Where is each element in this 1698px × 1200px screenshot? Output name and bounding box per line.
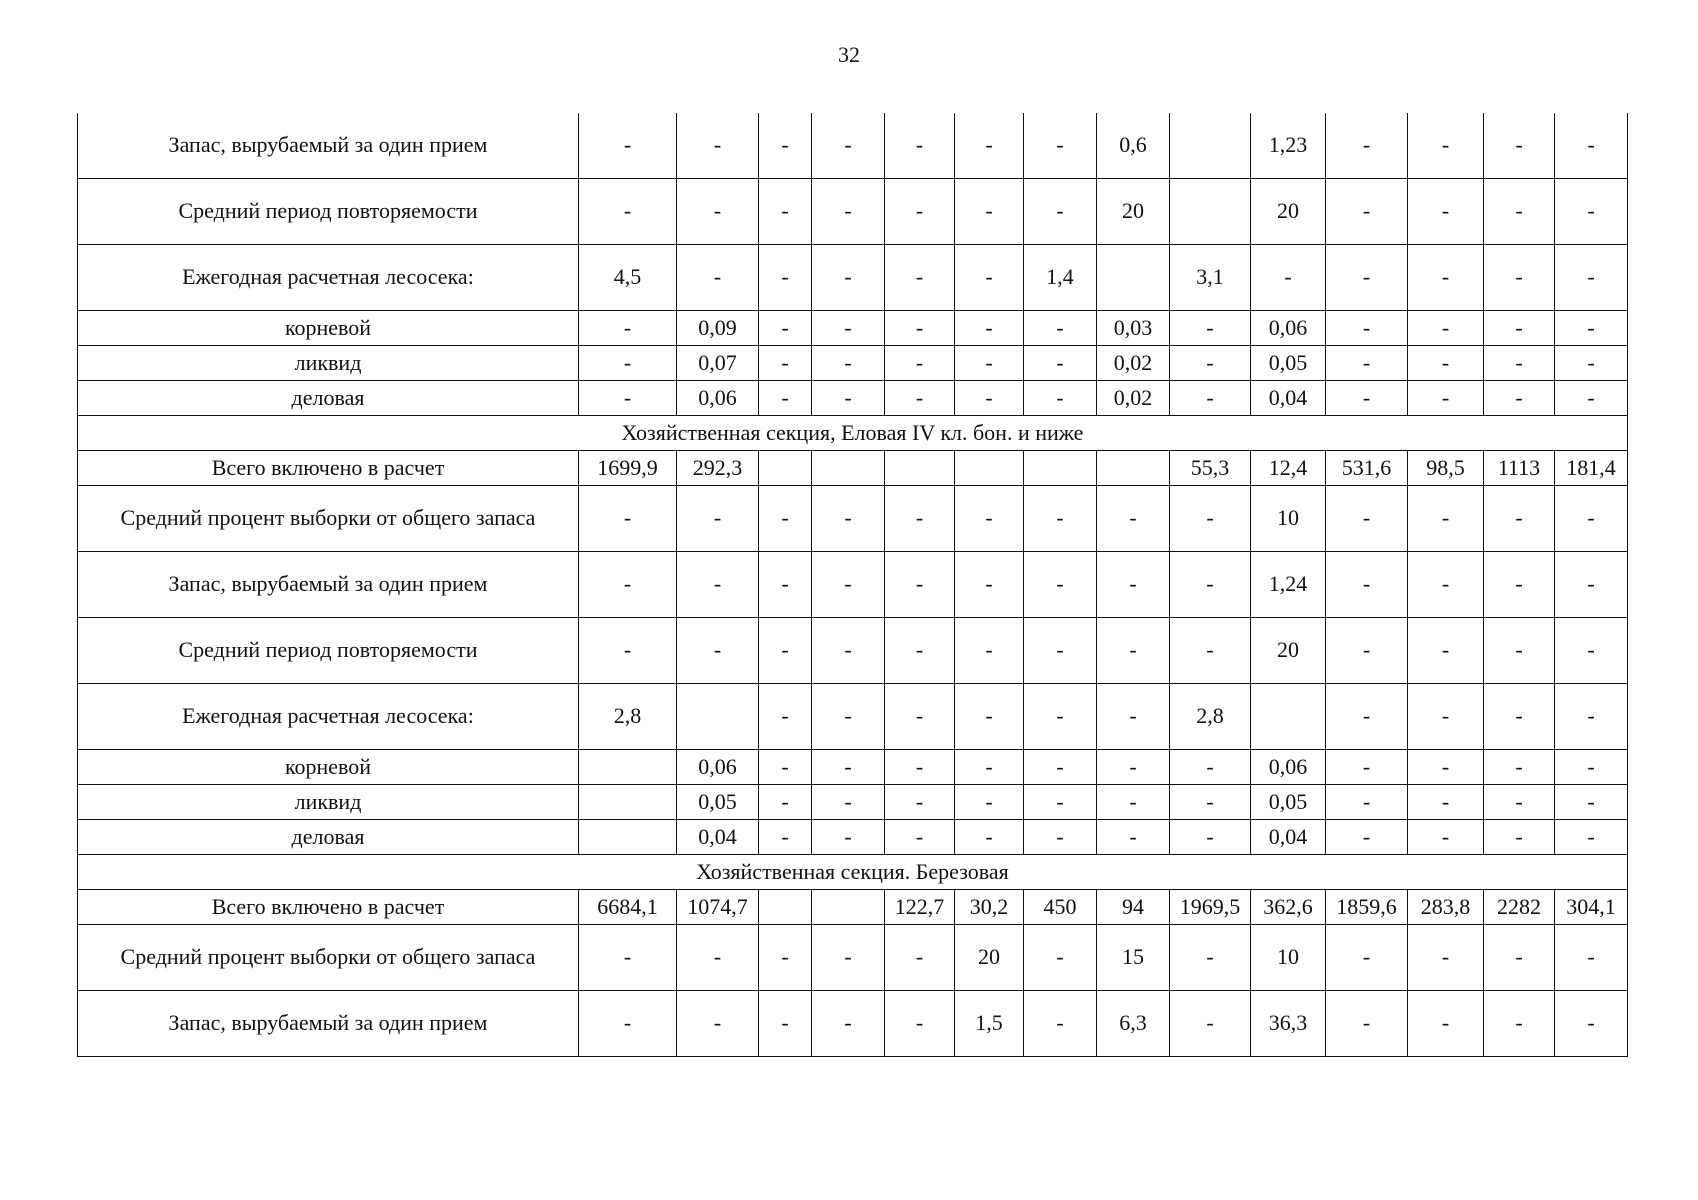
table-cell: 3,1 [1170, 245, 1251, 311]
table-cell: - [759, 991, 812, 1057]
row-label: Средний период повторяемости [78, 179, 579, 245]
table-cell: - [1555, 684, 1628, 750]
table-row [78, 179, 1628, 245]
table-cell: - [1408, 785, 1484, 820]
table-cell: - [1326, 552, 1408, 618]
table-cell: - [1484, 245, 1555, 311]
row-label: корневой [78, 311, 579, 346]
table-cell: 10 [1251, 925, 1326, 991]
table-cell: - [1408, 750, 1484, 785]
table-cell: - [1555, 925, 1628, 991]
table-cell [812, 890, 885, 925]
table-cell: 0,09 [677, 311, 759, 346]
table-cell [759, 451, 812, 486]
table-cell: - [812, 991, 885, 1057]
table-cell: 20 [1251, 179, 1326, 245]
table-cell: - [1024, 552, 1097, 618]
table-row [78, 346, 1628, 381]
table-cell [759, 890, 812, 925]
table-cell: 0,03 [1097, 311, 1170, 346]
table-cell: - [677, 552, 759, 618]
table-cell [579, 785, 677, 820]
table-cell: - [1097, 552, 1170, 618]
table-cell: - [885, 925, 955, 991]
table-cell [955, 451, 1024, 486]
table-row [78, 991, 1628, 1057]
table-cell: - [1555, 785, 1628, 820]
table-cell: - [1484, 486, 1555, 552]
table-cell: - [1484, 925, 1555, 991]
table-row [78, 451, 1628, 486]
table-row [78, 311, 1628, 346]
table-cell: - [1408, 311, 1484, 346]
table-cell: - [1408, 346, 1484, 381]
table-cell: - [885, 179, 955, 245]
table-cell: - [1408, 991, 1484, 1057]
table-cell [677, 684, 759, 750]
table-cell: - [579, 113, 677, 179]
table-row [78, 552, 1628, 618]
table-cell: - [1170, 991, 1251, 1057]
table-cell: 0,02 [1097, 381, 1170, 416]
table-cell: 2,8 [1170, 684, 1251, 750]
table-cell: - [677, 925, 759, 991]
section-header-row [78, 855, 1628, 890]
table-cell: - [1326, 381, 1408, 416]
table-cell: - [1484, 750, 1555, 785]
table-cell: 0,05 [1251, 346, 1326, 381]
table-cell: - [1097, 785, 1170, 820]
row-label: корневой [78, 750, 579, 785]
forest-calculation-table [77, 113, 1628, 1057]
table-row [78, 618, 1628, 684]
table-cell: - [1326, 113, 1408, 179]
table-cell: - [1408, 179, 1484, 245]
table-cell: - [812, 820, 885, 855]
table-cell: - [1555, 618, 1628, 684]
table-cell: 0,07 [677, 346, 759, 381]
table-cell [1097, 451, 1170, 486]
row-label: Запас, вырубаемый за один прием [78, 552, 579, 618]
table-cell: - [1097, 820, 1170, 855]
table-cell: 0,05 [1251, 785, 1326, 820]
table-cell: - [759, 381, 812, 416]
table-cell: 122,7 [885, 890, 955, 925]
table-row [78, 113, 1628, 179]
table-cell [1251, 684, 1326, 750]
table-cell: - [677, 113, 759, 179]
table-row [78, 750, 1628, 785]
table-cell: - [1326, 991, 1408, 1057]
table-cell: - [1555, 750, 1628, 785]
table-cell: - [812, 785, 885, 820]
table-row [78, 486, 1628, 552]
table-cell: - [955, 785, 1024, 820]
table-cell: - [1024, 618, 1097, 684]
table-cell: - [1555, 486, 1628, 552]
table-cell: - [1484, 684, 1555, 750]
table-cell: - [1170, 346, 1251, 381]
table-cell: - [759, 311, 812, 346]
table-cell: 55,3 [1170, 451, 1251, 486]
table-row [78, 684, 1628, 750]
table-cell: 1,24 [1251, 552, 1326, 618]
table-cell [1024, 451, 1097, 486]
table-cell: - [812, 925, 885, 991]
table-cell: 20 [1097, 179, 1170, 245]
table-cell: - [812, 552, 885, 618]
table-cell: - [1170, 925, 1251, 991]
table-cell: 1113 [1484, 451, 1555, 486]
row-label: Ежегодная расчетная лесосека: [78, 245, 579, 311]
table-cell: - [955, 311, 1024, 346]
table-cell: - [1170, 486, 1251, 552]
table-cell: - [885, 750, 955, 785]
table-cell: - [885, 346, 955, 381]
table-cell: - [812, 486, 885, 552]
table-cell: - [677, 486, 759, 552]
table-cell: - [885, 991, 955, 1057]
table-cell: - [1408, 820, 1484, 855]
table-cell: 304,1 [1555, 890, 1628, 925]
table-cell: - [1555, 245, 1628, 311]
table-cell: - [759, 925, 812, 991]
table-cell: - [1484, 113, 1555, 179]
table-cell: - [1326, 311, 1408, 346]
table-cell: - [1484, 820, 1555, 855]
table-cell: - [759, 820, 812, 855]
table-cell: - [1555, 820, 1628, 855]
table-cell: - [1024, 179, 1097, 245]
table-cell: - [1024, 346, 1097, 381]
table-cell: - [759, 486, 812, 552]
table-cell: - [677, 179, 759, 245]
table-cell: - [579, 311, 677, 346]
table-cell [1097, 245, 1170, 311]
section-header-row [78, 416, 1628, 451]
table-cell: 1859,6 [1326, 890, 1408, 925]
table-cell: 1,5 [955, 991, 1024, 1057]
table-cell: 4,5 [579, 245, 677, 311]
table-cell: - [1408, 684, 1484, 750]
table-cell: - [1170, 552, 1251, 618]
table-cell: - [1555, 346, 1628, 381]
table-cell: 1,4 [1024, 245, 1097, 311]
table-row [78, 925, 1628, 991]
table-cell: - [955, 346, 1024, 381]
table-cell: - [579, 618, 677, 684]
table-row [78, 381, 1628, 416]
table-cell: - [1408, 618, 1484, 684]
table-cell: - [677, 618, 759, 684]
table-cell: - [1024, 381, 1097, 416]
table-cell: - [677, 991, 759, 1057]
table-cell: - [955, 750, 1024, 785]
table-cell [579, 750, 677, 785]
table-cell: - [579, 346, 677, 381]
table-cell: 6,3 [1097, 991, 1170, 1057]
table-cell: - [1170, 820, 1251, 855]
table-cell: - [1326, 618, 1408, 684]
table-cell: - [1326, 684, 1408, 750]
table-cell: - [1555, 991, 1628, 1057]
table-cell: 1074,7 [677, 890, 759, 925]
table-cell: - [759, 346, 812, 381]
table-row [78, 245, 1628, 311]
table-cell: - [1024, 750, 1097, 785]
table-cell: - [885, 785, 955, 820]
table-cell: - [812, 618, 885, 684]
table-cell: - [885, 381, 955, 416]
table-cell: - [1408, 113, 1484, 179]
table-cell: - [812, 684, 885, 750]
table-cell: 531,6 [1326, 451, 1408, 486]
table-body [78, 113, 1628, 1057]
table-cell: - [759, 552, 812, 618]
table-cell: - [579, 991, 677, 1057]
table-cell: - [1484, 785, 1555, 820]
section-title: Хозяйственная секция, Еловая IV кл. бон. и ниже [78, 416, 1628, 451]
table-cell: - [1484, 381, 1555, 416]
table-cell: - [812, 113, 885, 179]
table-cell: - [1484, 311, 1555, 346]
table-cell: - [1555, 552, 1628, 618]
row-label: ликвид [78, 346, 579, 381]
table-cell: 2,8 [579, 684, 677, 750]
table-cell: - [759, 179, 812, 245]
table-cell: - [1024, 486, 1097, 552]
table-cell: 0,05 [677, 785, 759, 820]
table-cell [1170, 179, 1251, 245]
table-cell: - [1097, 750, 1170, 785]
table-cell: - [1408, 245, 1484, 311]
table-cell [812, 451, 885, 486]
table-cell: - [1326, 785, 1408, 820]
table-cell: - [759, 245, 812, 311]
table-cell: - [1326, 245, 1408, 311]
table-row [78, 785, 1628, 820]
row-label: Запас, вырубаемый за один прием [78, 991, 579, 1057]
table-cell: - [579, 179, 677, 245]
table-cell: - [812, 245, 885, 311]
table-cell: 283,8 [1408, 890, 1484, 925]
table-cell [885, 451, 955, 486]
table-cell: 1969,5 [1170, 890, 1251, 925]
table-cell: 36,3 [1251, 991, 1326, 1057]
table-cell: - [759, 113, 812, 179]
table-cell: 292,3 [677, 451, 759, 486]
table-cell: 0,6 [1097, 113, 1170, 179]
table-cell: - [579, 381, 677, 416]
table-cell: - [1408, 552, 1484, 618]
table-cell: 10 [1251, 486, 1326, 552]
table-cell: 450 [1024, 890, 1097, 925]
table-cell: 30,2 [955, 890, 1024, 925]
table-cell: - [812, 381, 885, 416]
table-cell: - [1326, 179, 1408, 245]
row-label: Средний период повторяемости [78, 618, 579, 684]
table-cell: - [1097, 684, 1170, 750]
table-cell: - [677, 245, 759, 311]
table-cell: 20 [1251, 618, 1326, 684]
table-cell: - [955, 381, 1024, 416]
table-cell: 0,06 [1251, 750, 1326, 785]
row-label: деловая [78, 381, 579, 416]
table-cell: - [1555, 311, 1628, 346]
row-label: Ежегодная расчетная лесосека: [78, 684, 579, 750]
table-cell: - [1326, 750, 1408, 785]
table-cell: - [1170, 750, 1251, 785]
table-cell: - [1484, 618, 1555, 684]
table-cell: - [885, 245, 955, 311]
row-label: ликвид [78, 785, 579, 820]
table-cell: - [759, 618, 812, 684]
table-cell: - [1408, 925, 1484, 991]
page-number: 32 [838, 42, 860, 67]
table-cell: - [812, 311, 885, 346]
table-cell: 0,06 [1251, 311, 1326, 346]
table-cell: - [955, 618, 1024, 684]
table-cell: - [1326, 820, 1408, 855]
table-cell: - [812, 750, 885, 785]
table-row [78, 890, 1628, 925]
table-cell: - [955, 684, 1024, 750]
table-cell: - [955, 552, 1024, 618]
table-cell [579, 820, 677, 855]
table-cell: 94 [1097, 890, 1170, 925]
table-cell: 20 [955, 925, 1024, 991]
table-cell: - [955, 486, 1024, 552]
table-cell: - [1408, 381, 1484, 416]
table-cell: 1699,9 [579, 451, 677, 486]
table-cell: - [1024, 113, 1097, 179]
table-cell: 12,4 [1251, 451, 1326, 486]
table-cell: - [1251, 245, 1326, 311]
row-label: Средний процент выборки от общего запаса [78, 925, 579, 991]
table-cell: - [1024, 991, 1097, 1057]
row-label: Средний процент выборки от общего запаса [78, 486, 579, 552]
table-cell: - [1024, 925, 1097, 991]
table-cell: - [885, 820, 955, 855]
table-cell: - [955, 245, 1024, 311]
table-cell: - [1024, 684, 1097, 750]
table-cell: - [885, 486, 955, 552]
table-cell: - [955, 113, 1024, 179]
table-cell: - [1170, 785, 1251, 820]
table-cell: - [885, 618, 955, 684]
table-cell: 0,04 [1251, 820, 1326, 855]
table-cell: 0,06 [677, 381, 759, 416]
table-cell: - [1024, 820, 1097, 855]
table-cell: - [812, 179, 885, 245]
table-cell: 181,4 [1555, 451, 1628, 486]
row-label: Запас, вырубаемый за один прием [78, 113, 579, 179]
table-row [78, 820, 1628, 855]
table-cell: - [579, 552, 677, 618]
table-cell: 15 [1097, 925, 1170, 991]
table-cell: - [955, 820, 1024, 855]
table-cell: - [1326, 925, 1408, 991]
row-label: Всего включено в расчет [78, 451, 579, 486]
table-cell: - [1555, 179, 1628, 245]
table-cell: - [885, 311, 955, 346]
table-cell: 0,04 [677, 820, 759, 855]
table-cell: - [955, 179, 1024, 245]
table-cell: - [1024, 311, 1097, 346]
table-cell: - [1555, 113, 1628, 179]
table-cell: - [885, 113, 955, 179]
table-cell: - [1484, 179, 1555, 245]
table-cell: - [759, 750, 812, 785]
table-cell: - [812, 346, 885, 381]
table-cell [1170, 113, 1251, 179]
row-label: деловая [78, 820, 579, 855]
table-cell: 0,02 [1097, 346, 1170, 381]
table-cell: - [1170, 618, 1251, 684]
table-cell: - [1097, 618, 1170, 684]
table-cell: - [1024, 785, 1097, 820]
table-cell: 1,23 [1251, 113, 1326, 179]
table-cell: - [1170, 311, 1251, 346]
table-cell: - [579, 925, 677, 991]
table-cell: 362,6 [1251, 890, 1326, 925]
row-label: Всего включено в расчет [78, 890, 579, 925]
table-cell: - [1170, 381, 1251, 416]
table-cell: - [1484, 991, 1555, 1057]
table-cell: - [885, 552, 955, 618]
table-cell: - [1408, 486, 1484, 552]
table-cell: - [1097, 486, 1170, 552]
table-cell: - [1326, 486, 1408, 552]
table-cell: - [885, 684, 955, 750]
table-cell: - [1484, 552, 1555, 618]
table-cell: 6684,1 [579, 890, 677, 925]
table-cell: 2282 [1484, 890, 1555, 925]
table-cell: - [1555, 381, 1628, 416]
table-cell: - [1484, 346, 1555, 381]
table-cell: - [759, 684, 812, 750]
table-cell: - [579, 486, 677, 552]
table-cell: 0,04 [1251, 381, 1326, 416]
section-title: Хозяйственная секция. Березовая [78, 855, 1628, 890]
table-cell: 0,06 [677, 750, 759, 785]
table-cell: - [1326, 346, 1408, 381]
table-cell: - [759, 785, 812, 820]
table-cell: 98,5 [1408, 451, 1484, 486]
